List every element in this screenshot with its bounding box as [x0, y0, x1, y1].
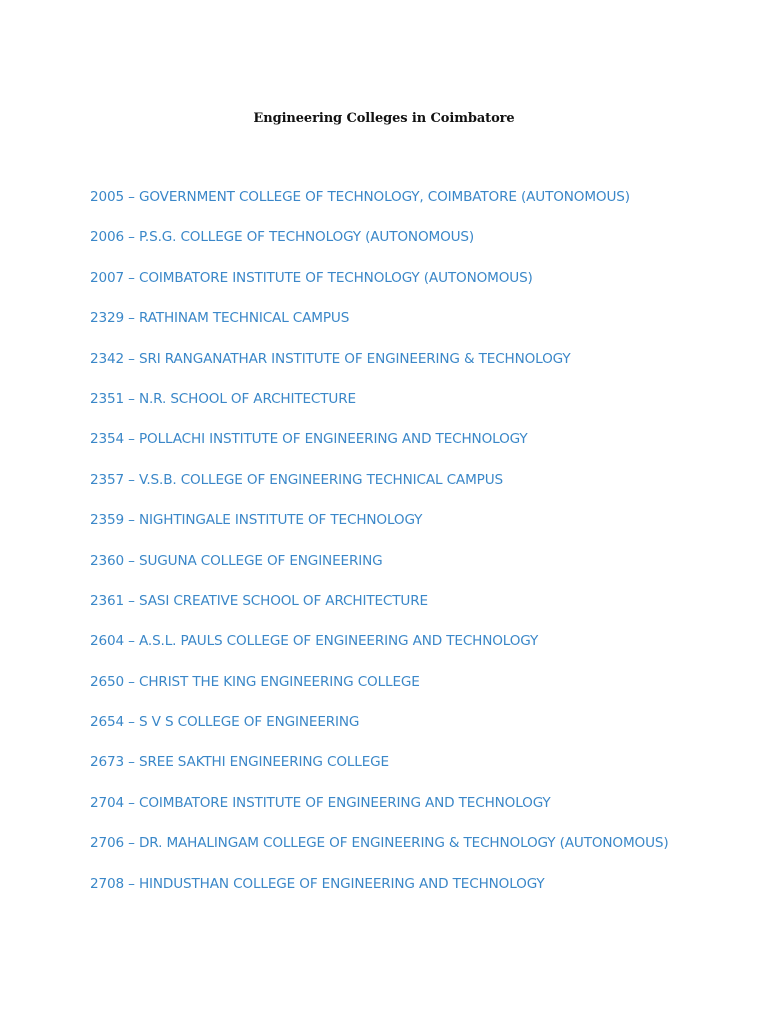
list-item: [90, 711, 730, 751]
list-item: [90, 751, 730, 791]
list-item: [90, 630, 730, 670]
list-item: [90, 469, 730, 509]
list-item: [90, 550, 730, 590]
list-item: [90, 509, 730, 549]
list-item: [90, 671, 730, 711]
college-link[interactable]: 2354 – POLLACHI INSTITUTE OF ENGINEERING AND TECHNOLOGY: [90, 431, 528, 448]
list-item: [90, 226, 730, 266]
college-link[interactable]: 2005 – GOVERNMENT COLLEGE OF TECHNOLOGY, COIMBATORE (AUTONOMOUS): [90, 189, 630, 205]
college-link[interactable]: 2673 – SREE SAKTHI ENGINEERING COLLEGE: [90, 754, 389, 771]
college-link[interactable]: 2708 – HINDUSTHAN COLLEGE OF ENGINEERING AND TECHNOLOGY: [90, 875, 545, 892]
college-link[interactable]: 2351 – N.R. SCHOOL OF ARCHITECTURE: [90, 390, 356, 407]
college-link[interactable]: 2006 – P.S.G. COLLEGE OF TECHNOLOGY (AUTONOMOUS): [90, 229, 475, 246]
college-link[interactable]: 2342 – SRI RANGANATHAR INSTITUTE OF ENGINEERING & TECHNOLOGY: [90, 350, 571, 367]
list-item: [90, 792, 730, 832]
college-link[interactable]: 2654 – S V S COLLEGE OF ENGINEERING: [90, 714, 360, 731]
college-link[interactable]: 2357 – V.S.B. COLLEGE OF ENGINEERING TECHNICAL CAMPUS: [90, 471, 503, 488]
list-item: [90, 832, 730, 872]
list-item: [90, 590, 730, 630]
college-link[interactable]: 2704 – COIMBATORE INSTITUTE OF ENGINEERING AND TECHNOLOGY: [90, 794, 551, 811]
college-link[interactable]: 2706 – DR. MAHALINGAM COLLEGE OF ENGINEERING & TECHNOLOGY (AUTONOMOUS): [90, 835, 669, 852]
list-item: [90, 873, 730, 913]
list-item: [90, 307, 730, 347]
list-item: [90, 267, 730, 307]
list-item: [90, 348, 730, 388]
list-item: [90, 428, 730, 468]
college-link[interactable]: 2359 – NIGHTINGALE INSTITUTE OF TECHNOLOGY: [90, 512, 423, 529]
college-link[interactable]: 2361 – SASI CREATIVE SCHOOL OF ARCHITECTURE: [90, 592, 428, 609]
college-link[interactable]: 2360 – SUGUNA COLLEGE OF ENGINEERING: [90, 552, 383, 569]
college-link[interactable]: 2650 – CHRIST THE KING ENGINEERING COLLEGE: [90, 673, 420, 690]
college-link[interactable]: 2007 – COIMBATORE INSTITUTE OF TECHNOLOGY (AUTONOMOUS): [90, 269, 533, 286]
college-link[interactable]: 2604 – A.S.L. PAULS COLLEGE OF ENGINEERING AND TECHNOLOGY: [90, 633, 539, 650]
list-item: [90, 388, 730, 428]
document-title: Engineering Colleges in Coimbatore: [253, 111, 515, 126]
list-item: [90, 186, 730, 226]
college-list: [90, 186, 730, 913]
college-link[interactable]: 2329 – RATHINAM TECHNICAL CAMPUS: [90, 310, 350, 327]
